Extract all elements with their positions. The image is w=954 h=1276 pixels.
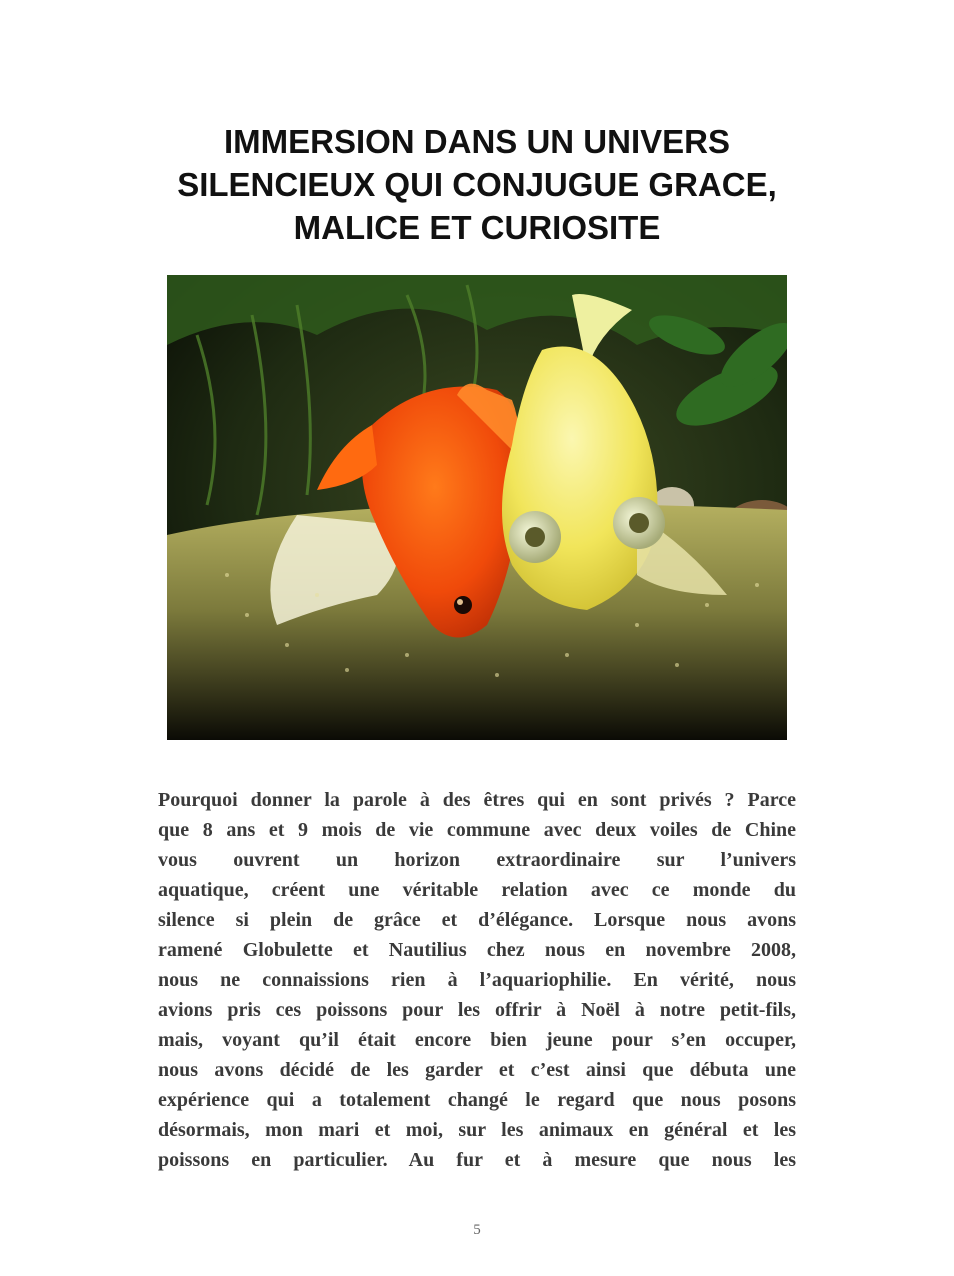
paragraph-line: mais, voyant qu’il était encore bien jeune pour s’en occuper, bbox=[158, 1029, 796, 1051]
paragraph-line: avions pris ces poissons pour les offrir à Noël à notre petit-fils, bbox=[158, 999, 796, 1021]
page-number: 5 bbox=[473, 1222, 481, 1238]
paragraph-line: vous ouvrent un horizon extraordinaire sur l’univers bbox=[158, 849, 796, 871]
paragraph-line: nous avons décidé de les garder et c’est ainsi que débuta une bbox=[158, 1059, 796, 1081]
goldfish-photo bbox=[167, 275, 787, 740]
paragraph-line: poissons en particulier. Au fur et à mesure que nous les bbox=[158, 1149, 796, 1171]
paragraph-line: aquatique, créent une véritable relation avec ce monde du bbox=[158, 879, 796, 901]
page-title bbox=[120, 120, 834, 249]
paragraph-line: expérience qui a totalement changé le regard que nous posons bbox=[158, 1089, 796, 1111]
paragraph-line: nous ne connaissions rien à l’aquariophilie. En vérité, nous bbox=[158, 969, 796, 991]
title-line: IMMERSION DANS UN UNIVERS bbox=[223, 123, 731, 160]
title-line: MALICE ET CURIOSITE bbox=[293, 209, 661, 246]
paragraph-line: silence si plein de grâce et d’élégance. Lorsque nous avons bbox=[158, 909, 796, 931]
body-paragraph bbox=[158, 785, 796, 1175]
paragraph-line: désormais, mon mari et moi, sur les animaux en général et les bbox=[158, 1119, 796, 1141]
paragraph-line: Pourquoi donner la parole à des êtres qui en sont privés ? Parce bbox=[158, 789, 796, 811]
title-line: SILENCIEUX QUI CONJUGUE GRACE, bbox=[177, 166, 777, 203]
paragraph-line: ramené Globulette et Nautilius chez nous en novembre 2008, bbox=[158, 939, 796, 961]
paragraph-line: que 8 ans et 9 mois de vie commune avec deux voiles de Chine bbox=[158, 819, 796, 841]
